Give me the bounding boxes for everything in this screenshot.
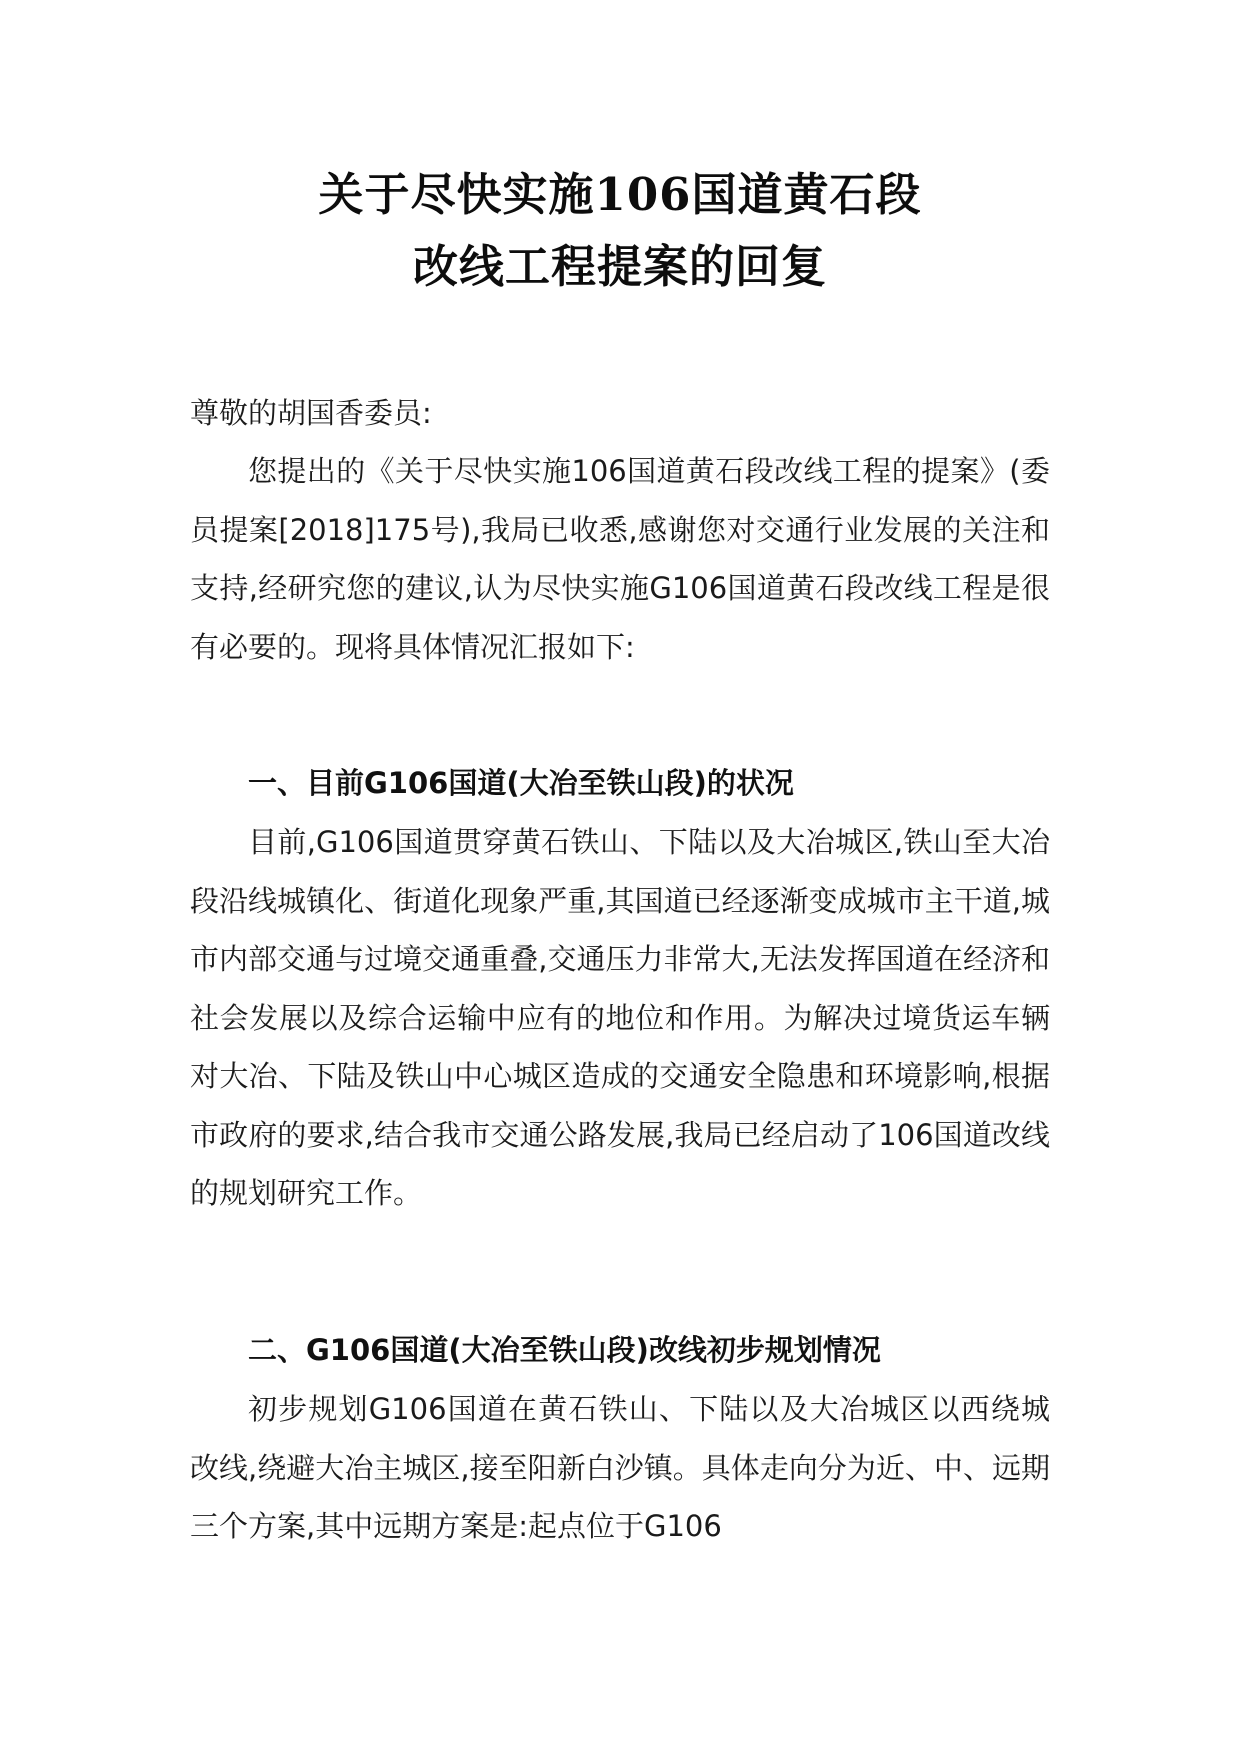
paragraph-intro: 您提出的《关于尽快实施106国道黄石段改线工程的提案》(委员提案[2018]175号),我局已收悉,感谢您对交通行业发展的关注和支持,经研究您的建议,认为尽快实施G106国道黄石段改线工程是很有必要的。现将具体情况汇报如下: (190, 454, 1050, 664)
section-heading-1: 一、目前G106国道(大冶至铁山段)的状况 (248, 766, 794, 800)
paragraph-preliminary-plan: 初步规划G106国道在黄石铁山、下陆以及大冶城区以西绕城改线,绕避大冶主城区,接至阳新白沙镇。具体走向分为近、中、远期三个方案,其中远期方案是:起点位于G106 (190, 1392, 1050, 1543)
section-heading-2: 二、G106国道(大冶至铁山段)改线初步规划情况 (248, 1333, 881, 1367)
salutation: 尊敬的胡国香委员: (190, 396, 432, 430)
document-title-line-2: 改线工程提案的回复 (412, 240, 827, 293)
document-title-line-1: 关于尽快实施106国道黄石段 (318, 168, 922, 221)
paragraph-current-status: 目前,G106国道贯穿黄石铁山、下陆以及大冶城区,铁山至大冶段沿线城镇化、街道化现象严重,其国道已经逐渐变成城市主干道,城市内部交通与过境交通重叠,交通压力非常大,无法发挥国道在经济和社会发展以及综合运输中应有的地位和作用。为解决过境货运车辆对大冶、下陆及铁山中心城区造成的交通安全隐患和环境影响,根据市政府的要求,结合我市交通公路发展,我局已经启动了106国道改线的规划研究工作。 (190, 825, 1050, 1210)
